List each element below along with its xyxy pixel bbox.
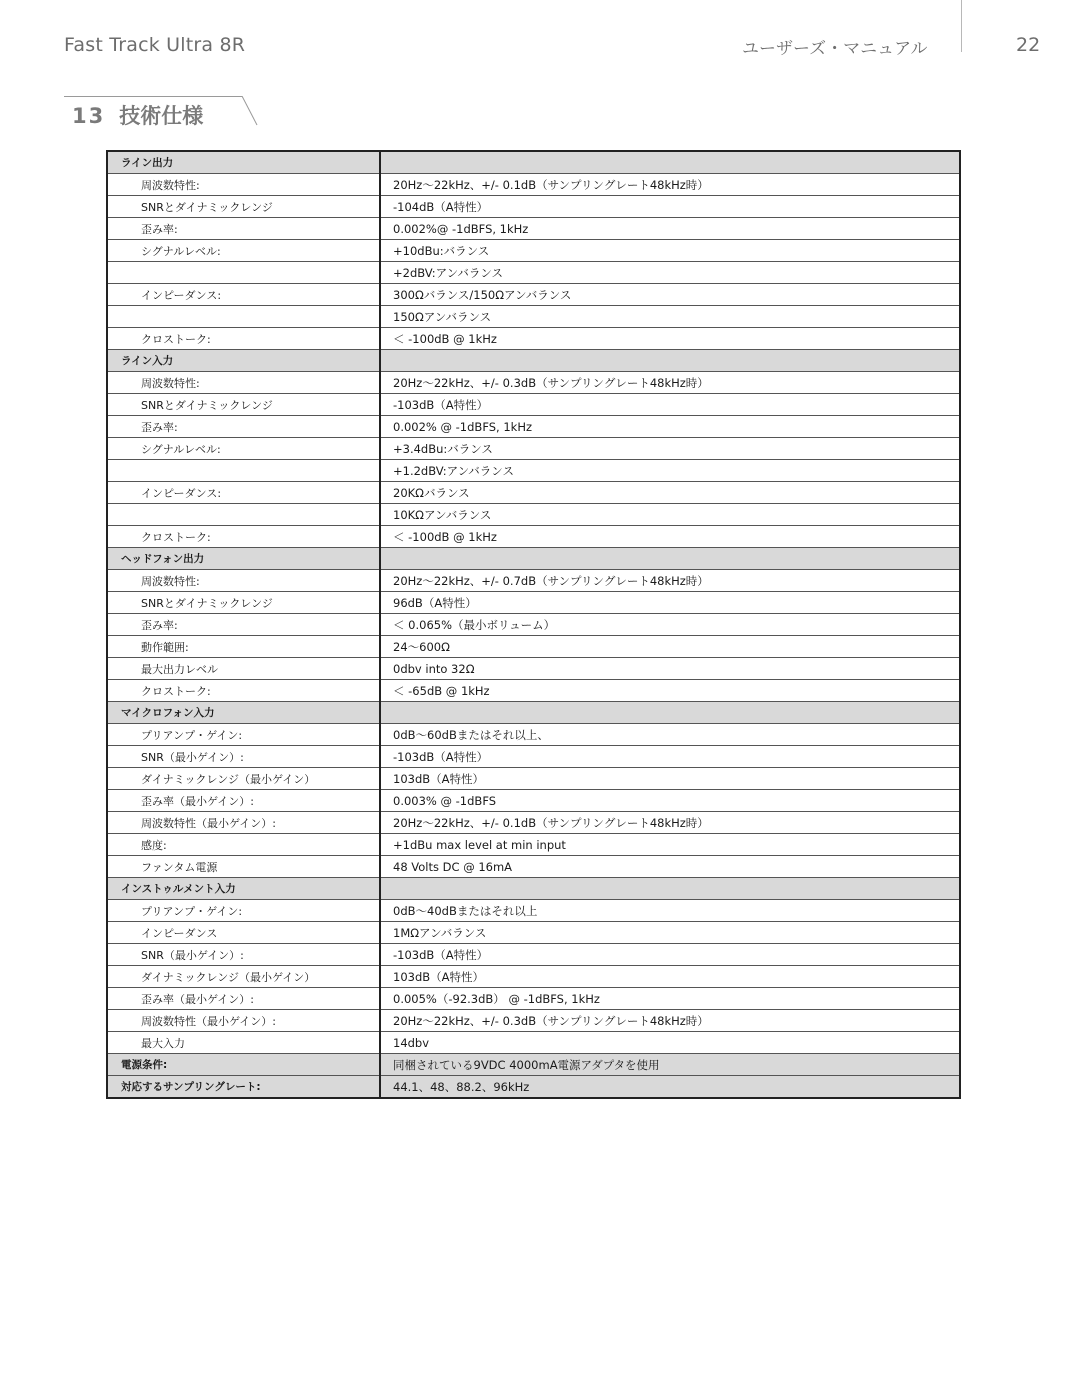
manual-title: ユーザーズ・マニュアル <box>742 39 928 59</box>
category-label: 対応するサンプリングレート: <box>107 1076 380 1099</box>
spec-value: 1MΩアンバランス <box>380 922 960 944</box>
spec-category-row <box>107 151 960 174</box>
spec-label: 歪み率: <box>107 614 380 636</box>
spec-value: +1.2dBV:アンバランス <box>380 460 960 482</box>
section-title-slash <box>242 96 258 126</box>
spec-label: インピーダンス: <box>107 284 380 306</box>
spec-row <box>107 262 960 284</box>
section-number: 13 <box>72 104 106 128</box>
spec-row <box>107 790 960 812</box>
spec-label: SNR（最小ゲイン）: <box>107 746 380 768</box>
spec-category-row <box>107 702 960 724</box>
spec-value: 96dB（A特性） <box>380 592 960 614</box>
spec-row <box>107 900 960 922</box>
spec-label: 周波数特性: <box>107 174 380 196</box>
spec-value: +1dBu max level at min input <box>380 834 960 856</box>
spec-value: 20KΩバランス <box>380 482 960 504</box>
spec-label: シグナルレベル: <box>107 438 380 460</box>
spec-category-row <box>107 548 960 570</box>
spec-table <box>106 150 961 1099</box>
spec-row <box>107 284 960 306</box>
spec-row <box>107 592 960 614</box>
spec-label: 周波数特性（最小ゲイン）: <box>107 1010 380 1032</box>
spec-row <box>107 482 960 504</box>
spec-value: 24〜600Ω <box>380 636 960 658</box>
spec-row <box>107 1010 960 1032</box>
spec-row <box>107 218 960 240</box>
spec-value: +3.4dBu:バランス <box>380 438 960 460</box>
spec-value: 0dbv into 32Ω <box>380 658 960 680</box>
spec-category-row <box>107 1076 960 1099</box>
spec-value: +10dBu:バランス <box>380 240 960 262</box>
spec-value <box>380 548 960 570</box>
spec-label: SNRとダイナミックレンジ <box>107 196 380 218</box>
spec-row <box>107 724 960 746</box>
spec-value: ＜ -65dB @ 1kHz <box>380 680 960 702</box>
spec-row <box>107 922 960 944</box>
spec-row <box>107 636 960 658</box>
spec-value: 20Hz〜22kHz、+/- 0.1dB（サンプリングレート48kHz時） <box>380 812 960 834</box>
spec-value: ＜ -100dB @ 1kHz <box>380 328 960 350</box>
spec-row <box>107 174 960 196</box>
spec-row <box>107 328 960 350</box>
spec-label: ダイナミックレンジ（最小ゲイン） <box>107 768 380 790</box>
spec-row <box>107 768 960 790</box>
category-label: インストゥルメント入力 <box>107 878 380 900</box>
spec-value: 103dB（A特性） <box>380 768 960 790</box>
spec-row <box>107 988 960 1010</box>
spec-value: 14dbv <box>380 1032 960 1054</box>
spec-value: 20Hz〜22kHz、+/- 0.3dB（サンプリングレート48kHz時） <box>380 372 960 394</box>
spec-label: SNRとダイナミックレンジ <box>107 394 380 416</box>
spec-value: 0.005%（-92.3dB） @ -1dBFS, 1kHz <box>380 988 960 1010</box>
spec-category-row <box>107 878 960 900</box>
spec-label: プリアンプ・ゲイン: <box>107 900 380 922</box>
spec-row <box>107 834 960 856</box>
spec-label: クロストーク: <box>107 526 380 548</box>
spec-label: ダイナミックレンジ（最小ゲイン） <box>107 966 380 988</box>
category-label: ライン出力 <box>107 151 380 174</box>
spec-row <box>107 394 960 416</box>
spec-value <box>380 702 960 724</box>
spec-row <box>107 504 960 526</box>
product-name: Fast Track Ultra 8R <box>64 34 246 56</box>
spec-label: 最大出力レベル <box>107 658 380 680</box>
spec-value: 300Ωバランス/150Ωアンバランス <box>380 284 960 306</box>
spec-value: ＜ -100dB @ 1kHz <box>380 526 960 548</box>
spec-value <box>380 878 960 900</box>
spec-value: 150Ωアンバランス <box>380 306 960 328</box>
spec-label: クロストーク: <box>107 680 380 702</box>
spec-label <box>107 504 380 526</box>
spec-label: 周波数特性（最小ゲイン）: <box>107 812 380 834</box>
spec-row <box>107 812 960 834</box>
spec-row <box>107 240 960 262</box>
spec-row <box>107 570 960 592</box>
spec-value: -103dB（A特性） <box>380 746 960 768</box>
spec-label: 最大入力 <box>107 1032 380 1054</box>
spec-value: ＜ 0.065%（最小ボリューム） <box>380 614 960 636</box>
spec-row <box>107 746 960 768</box>
spec-row <box>107 438 960 460</box>
spec-value: 20Hz〜22kHz、+/- 0.7dB（サンプリングレート48kHz時） <box>380 570 960 592</box>
spec-label: 動作範囲: <box>107 636 380 658</box>
spec-label: SNR（最小ゲイン）: <box>107 944 380 966</box>
spec-label: SNRとダイナミックレンジ <box>107 592 380 614</box>
spec-label: シグナルレベル: <box>107 240 380 262</box>
spec-row <box>107 856 960 878</box>
spec-label <box>107 262 380 284</box>
spec-label: 周波数特性: <box>107 372 380 394</box>
category-label: ヘッドフォン出力 <box>107 548 380 570</box>
spec-value: 0dB〜40dBまたはそれ以上 <box>380 900 960 922</box>
section-title-rule <box>64 96 242 97</box>
spec-value: 同梱されている9VDC 4000mA電源アダプタを使用 <box>380 1054 960 1076</box>
spec-row <box>107 306 960 328</box>
spec-label: 歪み率（最小ゲイン）: <box>107 988 380 1010</box>
spec-value: -103dB（A特性） <box>380 944 960 966</box>
spec-row <box>107 526 960 548</box>
spec-label <box>107 306 380 328</box>
spec-label: 感度: <box>107 834 380 856</box>
spec-category-row <box>107 350 960 372</box>
category-label: マイクロフォン入力 <box>107 702 380 724</box>
header-divider <box>961 0 962 52</box>
spec-value: 20Hz〜22kHz、+/- 0.3dB（サンプリングレート48kHz時） <box>380 1010 960 1032</box>
spec-row <box>107 1032 960 1054</box>
spec-row <box>107 460 960 482</box>
section-heading <box>72 100 203 130</box>
category-label: ライン入力 <box>107 350 380 372</box>
spec-value <box>380 350 960 372</box>
category-label: 電源条件: <box>107 1054 380 1076</box>
spec-row <box>107 372 960 394</box>
spec-label: クロストーク: <box>107 328 380 350</box>
spec-value: -104dB（A特性） <box>380 196 960 218</box>
spec-row <box>107 658 960 680</box>
section-title: 技術仕様 <box>119 104 204 128</box>
spec-value: 0.002% @ -1dBFS, 1kHz <box>380 416 960 438</box>
spec-value: 44.1、48、88.2、96kHz <box>380 1076 960 1099</box>
spec-value: 0.002%@ -1dBFS, 1kHz <box>380 218 960 240</box>
spec-value: -103dB（A特性） <box>380 394 960 416</box>
spec-value: 10KΩアンバランス <box>380 504 960 526</box>
spec-label: 歪み率（最小ゲイン）: <box>107 790 380 812</box>
spec-label: プリアンプ・ゲイン: <box>107 724 380 746</box>
spec-row <box>107 614 960 636</box>
spec-row <box>107 966 960 988</box>
spec-value: 103dB（A特性） <box>380 966 960 988</box>
spec-label: 周波数特性: <box>107 570 380 592</box>
spec-label <box>107 460 380 482</box>
spec-value <box>380 151 960 174</box>
spec-label: 歪み率: <box>107 416 380 438</box>
spec-label: インピーダンス <box>107 922 380 944</box>
spec-label: インピーダンス: <box>107 482 380 504</box>
spec-row <box>107 944 960 966</box>
spec-label: ファンタム電源 <box>107 856 380 878</box>
spec-value: 0dB〜60dBまたはそれ以上、 <box>380 724 960 746</box>
spec-row <box>107 680 960 702</box>
page-number: 22 <box>1016 34 1041 56</box>
spec-row <box>107 416 960 438</box>
spec-value: 20Hz〜22kHz、+/- 0.1dB（サンプリングレート48kHz時） <box>380 174 960 196</box>
spec-category-row <box>107 1054 960 1076</box>
spec-row <box>107 196 960 218</box>
spec-value: 48 Volts DC @ 16mA <box>380 856 960 878</box>
spec-value: 0.003% @ -1dBFS <box>380 790 960 812</box>
spec-label: 歪み率: <box>107 218 380 240</box>
spec-value: +2dBV:アンバランス <box>380 262 960 284</box>
